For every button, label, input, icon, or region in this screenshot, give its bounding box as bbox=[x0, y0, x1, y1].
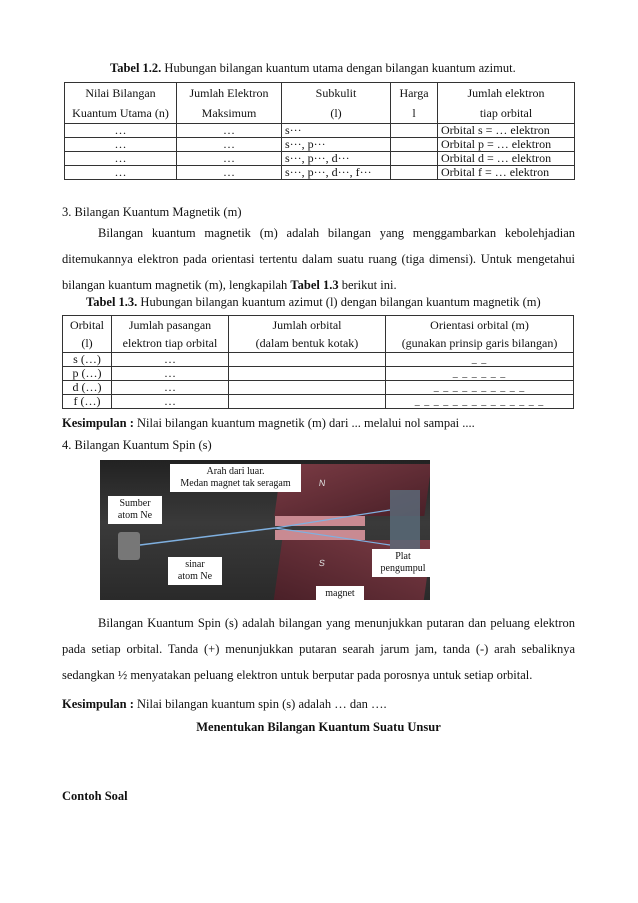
header-cell: Jumlah Elektron Maksimum bbox=[177, 83, 282, 124]
table-row: … … s··· Orbital s = … elektron bbox=[65, 124, 575, 138]
label-collector-plate: Plat pengumpul bbox=[372, 549, 434, 577]
caption-label: Tabel 1.2. bbox=[110, 61, 162, 75]
section-3-paragraph: Bilangan kuantum magnetik (m) adalah bilangan yang menggambarkan kebolehjadian ditemukannya elektron pada orientasi tertentu dalam suatu ruang (tiga dimensi). Untuk mengetahui bilangan kuantum magnetik (m), lengkapilah Tabel 1.3 berikut ini. bbox=[62, 226, 575, 292]
beam-split-up bbox=[275, 510, 390, 528]
section-heading-menentukan: Menentukan Bilangan Kuantum Suatu Unsur bbox=[196, 720, 441, 734]
caption-text: Hubungan bilangan kuantum azimut (l) dengan bilangan kuantum magnetik (m) bbox=[137, 295, 541, 309]
table-1-3-caption bbox=[86, 295, 541, 310]
south-label: S bbox=[318, 558, 326, 568]
header-cell: Nilai Bilangan Kuantum Utama (n) bbox=[65, 83, 177, 124]
table-row: … … s···, p···, d··· Orbital d = … elektron bbox=[65, 152, 575, 166]
header-cell: Jumlah orbital (dalam bentuk kotak) bbox=[229, 316, 386, 353]
table-row: s (…) … _ _ bbox=[63, 353, 574, 367]
label-magnet: magnet bbox=[316, 586, 364, 602]
atom-beam-line bbox=[140, 528, 275, 545]
table-1-3 bbox=[62, 315, 574, 409]
table-1-2 bbox=[64, 82, 575, 180]
example-heading: Contoh Soal bbox=[62, 789, 128, 803]
label-atom-source: Sumber atom Ne bbox=[108, 496, 162, 524]
table-row: … … s···, p···, d···, f··· Orbital f = … elektron bbox=[65, 166, 575, 180]
conclusion-spin: Kesimpulan : Nilai bilangan kuantum spin (s) adalah … dan …. bbox=[62, 697, 387, 711]
table-1-2-caption bbox=[110, 61, 516, 76]
table-row: f (…) … _ _ _ _ _ _ _ _ _ _ _ _ _ _ bbox=[63, 395, 574, 409]
table-row: p (…) … _ _ _ _ _ _ bbox=[63, 367, 574, 381]
header-cell: Orientasi orbital (m) (gunakan prinsip garis bilangan) bbox=[386, 316, 574, 353]
header-cell: Jumlah elektron tiap orbital bbox=[438, 83, 575, 124]
header-cell: Orbital (l) bbox=[63, 316, 112, 353]
header-cell: Subkulit (l) bbox=[282, 83, 391, 124]
beam-split-down bbox=[275, 528, 390, 545]
conclusion-magnetic: Kesimpulan : Nilai bilangan kuantum magnetik (m) dari ... melalui nol sampai .... bbox=[62, 416, 475, 430]
label-magnetic-field: Arah dari luar. Medan magnet tak seragam bbox=[170, 464, 301, 492]
table-row: … … s···, p··· Orbital p = … elektron bbox=[65, 138, 575, 152]
section-3-heading: 3. Bilangan Kuantum Magnetik (m) bbox=[62, 205, 242, 219]
header-cell: Jumlah pasangan elektron tiap orbital bbox=[112, 316, 229, 353]
table-row: d (…) … _ _ _ _ _ _ _ _ _ _ bbox=[63, 381, 574, 395]
section-4-heading: 4. Bilangan Kuantum Spin (s) bbox=[62, 438, 212, 452]
spin-paragraph: Bilangan Kuantum Spin (s) adalah bilangan yang menunjukkan putaran dan peluang elektron pada setiap orbital. Tanda (+) menunjukkan putaran searah jarum jam, tanda (-) arah sebaliknya sedangkan ½ menyatakan peluang elektron untuk berputar pada porosnya untuk setiap orbital. bbox=[62, 616, 575, 682]
label-atom-beam: sinar atom Ne bbox=[168, 557, 222, 585]
caption-label: Tabel 1.3. bbox=[86, 295, 138, 309]
north-label: N bbox=[318, 478, 327, 488]
header-cell: Harga l bbox=[391, 83, 438, 124]
caption-text: Hubungan bilangan kuantum utama dengan bilangan kuantum azimut. bbox=[161, 61, 516, 75]
